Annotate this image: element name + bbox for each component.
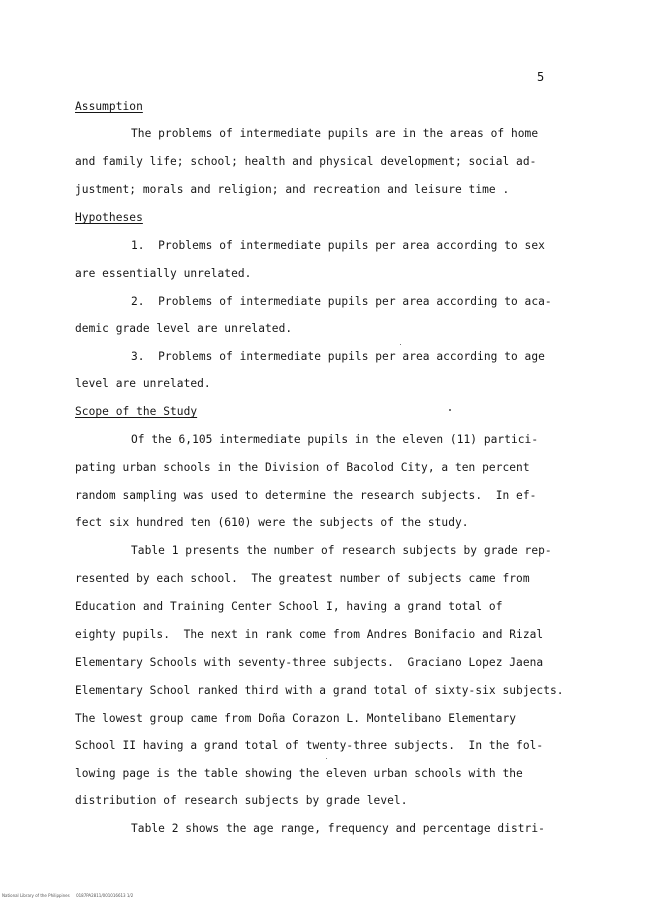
scope-heading: Scope of the Study — [75, 405, 198, 418]
text-line: Table 2 shows the age range, frequency and percentage distri- — [131, 822, 545, 835]
text-line: demic grade level are unrelated. — [75, 322, 293, 335]
scan-footer: National Library of the Philippines 0187PA2811/001016613 1/2 — [2, 893, 134, 898]
text-line: fect six hundred ten (610) were the subjects of the study. — [75, 516, 469, 529]
text-line: level are unrelated. — [75, 377, 211, 390]
text-line: The lowest group came from Doña Corazon L. Montelibano Elementary — [75, 712, 517, 725]
text-line: lowing page is the table showing the eleven urban schools with the — [75, 767, 523, 780]
scan-speck — [400, 344, 401, 345]
text-line: 3. Problems of intermediate pupils per area according to age — [131, 350, 545, 363]
text-line: justment; morals and religion; and recreation and leisure time . — [75, 183, 510, 196]
scan-speck — [326, 758, 327, 759]
text-line: The problems of intermediate pupils are in the areas of home — [131, 127, 539, 140]
text-line: pating urban schools in the Division of Bacolod City, a ten percent — [75, 461, 530, 474]
text-line: resented by each school. The greatest number of subjects came from — [75, 572, 530, 585]
text-line: and family life; school; health and physical development; social ad- — [75, 155, 537, 168]
hypotheses-heading: Hypotheses — [75, 211, 143, 224]
text-line: Of the 6,105 intermediate pupils in the eleven (11) partici- — [131, 433, 539, 446]
text-line: Table 1 presents the number of research subjects by grade rep- — [131, 544, 552, 557]
text-line: eighty pupils. The next in rank come from Andres Bonifacio and Rizal — [75, 628, 544, 641]
page-number: 5 — [537, 70, 545, 84]
text-line: are essentially unrelated. — [75, 267, 252, 280]
text-line: random sampling was used to determine the research subjects. In ef- — [75, 489, 537, 502]
scan-speck — [449, 409, 451, 411]
text-line: School II having a grand total of twenty-three subjects. In the fol- — [75, 739, 544, 752]
text-line: Elementary School ranked third with a grand total of sixty-six subjects. — [75, 684, 564, 697]
text-line: 1. Problems of intermediate pupils per area according to sex — [131, 239, 545, 252]
text-line: Elementary Schools with seventy-three subjects. Graciano Lopez Jaena — [75, 656, 544, 669]
text-line: distribution of research subjects by grade level. — [75, 794, 408, 807]
text-line: 2. Problems of intermediate pupils per area according to aca- — [131, 295, 552, 308]
text-line: Education and Training Center School I, having a grand total of — [75, 600, 503, 613]
assumption-heading: Assumption — [75, 100, 143, 113]
